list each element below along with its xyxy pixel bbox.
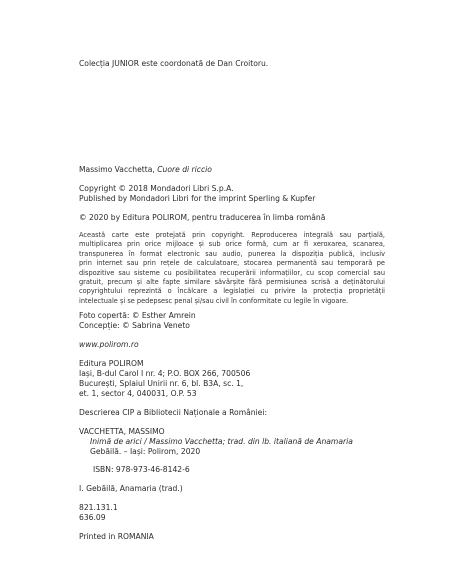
legal-line: Această carte este protejată prin copyright. Reproducerea integrală sau parțială, (79, 231, 385, 239)
legal-line: gratuit, precum și alte fapte similare săvârșite fără permisiunea scrisă a deținătorului (79, 278, 385, 287)
cip-heading: Descrierea CIP a Bibliotecii Naționale a României: (79, 408, 268, 417)
legal-line: intelectuale și se pedepsesc penal și/sau civil în conformitate cu legile în vigoare. (79, 296, 349, 305)
classification-2: 636.09 (79, 513, 106, 522)
cip-description-line1: Inimă de arici / Massimo Vacchetta; trad. din lb. italiană de Anamaria (90, 437, 353, 446)
translation-copyright: © 2020 by Editura POLIROM, pentru traducerea în limba română (79, 213, 326, 222)
publisher-address-bucuresti: București, Splaiul Unirii nr. 6, bl. B3A, sc. 1, (79, 379, 244, 388)
publisher-name: Editura POLIROM (79, 359, 144, 368)
legal-line: copyrightului reprezintă o încălcare a legislației cu privire la protecția proprietății (79, 287, 385, 296)
published-by-line: Published by Mondadori Libri for the imprint Sperling & Kupfer (79, 194, 316, 203)
series-note: Colecția JUNIOR este coordonată de Dan Croitoru. (79, 59, 269, 68)
legal-line: prin internet sau prin rețele de calculatoare, stocarea permanentă sau temporară pe (79, 259, 385, 268)
original-author: Massimo Vacchetta, (79, 165, 158, 174)
copyright-line: Copyright © 2018 Mondadori Libri S.p.A. (79, 184, 234, 193)
cip-description-line2: Gebăilă. – Iași: Polirom, 2020 (90, 447, 201, 456)
original-title-line (79, 165, 212, 175)
publisher-address-iasi: Iași, B-dul Carol I nr. 4; P.O. BOX 266, 700506 (79, 369, 251, 378)
concept-credit: Concepție: © Sabrina Veneto (79, 321, 190, 330)
publisher-address-sector: et. 1, sector 4, 040031, O.P. 53 (79, 389, 197, 398)
legal-notice (79, 231, 385, 306)
cover-photo-credit: Foto copertă: © Esther Amrein (79, 311, 196, 320)
original-title: Cuore di riccio (157, 165, 212, 174)
legal-line: transpunerea în format electronic sau audio, punerea la dispoziția publică, inclusiv (79, 249, 385, 258)
legal-line: multiplicarea prin orice mijloace și sub orice formă, cum ar fi xeroxarea, scanarea, (79, 240, 385, 249)
cip-translator: I. Gebăilă, Anamaria (trad.) (79, 484, 183, 493)
legal-line: dispozitive sau sisteme cu posibilitatea recuperării informațiilor, cu scop comercial sau (79, 268, 385, 277)
website-link[interactable]: www.polirom.ro (79, 340, 139, 349)
printed-in: Printed in ROMANIA (79, 532, 154, 541)
classification-1: 821.131.1 (79, 503, 118, 512)
isbn: ISBN: 978-973-46-8142-6 (93, 465, 190, 474)
cip-author: VACCHETTA, MASSIMO (79, 427, 165, 436)
